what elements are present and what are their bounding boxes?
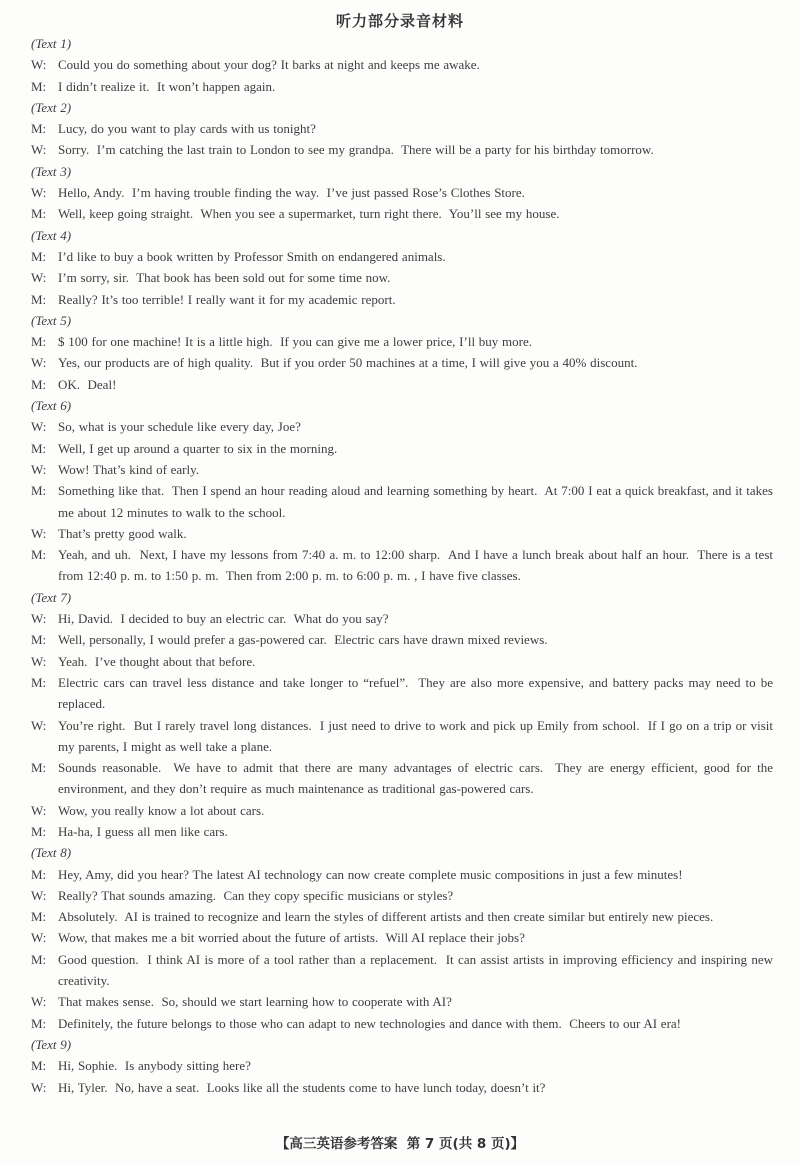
speaker-label: M: bbox=[31, 291, 47, 307]
page-footer: 【高三英语参考答案 第 7 页(共 8 页)】 bbox=[275, 1136, 525, 1152]
speaker-label: M: bbox=[31, 951, 47, 967]
dialogue-line bbox=[31, 991, 773, 1012]
speaker-label: W: bbox=[31, 802, 47, 818]
speaker-label: W: bbox=[31, 930, 47, 946]
utterance-text: Well, personally, I would prefer a gas-powered car. Electric cars have drawn mixed reviews. bbox=[58, 632, 548, 648]
speaker-label: M: bbox=[31, 674, 47, 690]
speaker-label: W: bbox=[31, 887, 47, 903]
speaker-label: M: bbox=[31, 121, 47, 137]
text-section-label: (Text 4) bbox=[31, 227, 72, 243]
text-section-label: (Text 9) bbox=[31, 1036, 72, 1052]
speaker-label: M: bbox=[31, 547, 47, 563]
speaker-label: M: bbox=[31, 248, 47, 264]
dialogue-line bbox=[31, 289, 773, 310]
text-section-label: (Text 5) bbox=[31, 312, 72, 328]
utterance-text: Really? It’s too terrible! I really want it for my academic report. bbox=[58, 291, 396, 307]
dialogue-line bbox=[31, 1055, 773, 1076]
text-section-label: (Text 1) bbox=[31, 36, 72, 51]
dialogue-line bbox=[31, 139, 773, 160]
utterance-text: That makes sense. So, should we start learning how to cooperate with AI? bbox=[58, 994, 452, 1010]
speaker-label: W: bbox=[31, 355, 47, 371]
speaker-label: W: bbox=[31, 1079, 47, 1095]
dialogue-line bbox=[31, 438, 773, 459]
speaker-label: M: bbox=[31, 823, 47, 839]
speaker-label: W: bbox=[31, 419, 47, 435]
dialogue-line bbox=[31, 246, 773, 267]
utterance-text: OK. Deal! bbox=[58, 376, 117, 392]
utterance-text: Lucy, do you want to play cards with us tonight? bbox=[58, 121, 316, 137]
speaker-label: M: bbox=[31, 376, 47, 392]
text-section-label: (Text 6) bbox=[31, 398, 72, 414]
speaker-label: W: bbox=[31, 653, 47, 669]
dialogue-line bbox=[31, 203, 773, 224]
utterance-text: I didn’t realize it. It won’t happen again. bbox=[58, 78, 276, 94]
speaker-label: W: bbox=[31, 57, 47, 73]
text-section-label: (Text 7) bbox=[31, 589, 72, 605]
utterance-text: Yeah. I’ve thought about that before. bbox=[58, 653, 256, 669]
dialogue-line bbox=[31, 76, 773, 97]
text-section-label: (Text 8) bbox=[31, 845, 72, 861]
speaker-label: M: bbox=[31, 483, 47, 499]
utterance-text: That’s pretty good walk. bbox=[58, 525, 187, 541]
dialogue-line bbox=[31, 629, 773, 650]
dialogue-line bbox=[31, 182, 773, 203]
text-section-label: (Text 2) bbox=[31, 99, 72, 115]
utterance-text: You’re right. But I rarely travel long distances. I just need to drive to work and pick up Emily from school. If I go on a trip or visit my parents, I might as well take a plane. bbox=[58, 717, 777, 754]
utterance-text: $ 100 for one machine! It is a little high. If you can give me a lower price, I’ll buy more. bbox=[58, 334, 533, 350]
utterance-text: Definitely, the future belongs to those who can adapt to new technologies and dance with them. Cheers to our AI era! bbox=[58, 1015, 682, 1031]
utterance-text: Something like that. Then I spend an hour reading aloud and learning something by heart. At 7:00 I eat a quick breakfast, and it takes me about 12 minutes to walk to the school. bbox=[58, 483, 777, 520]
speaker-label: M: bbox=[31, 909, 47, 925]
utterance-text: Yes, our products are of high quality. But if you order 50 machines at a time, I will give you a 40% discount. bbox=[58, 355, 638, 371]
dialogue-line bbox=[31, 906, 773, 927]
speaker-label: M: bbox=[31, 206, 47, 222]
speaker-label: W: bbox=[31, 611, 47, 627]
speaker-label: W: bbox=[31, 717, 47, 733]
speaker-label: W: bbox=[31, 525, 47, 541]
speaker-label: M: bbox=[31, 1058, 47, 1074]
dialogue-line bbox=[31, 949, 777, 992]
page-title: 听力部分录音材料 bbox=[335, 12, 464, 30]
dialogue-line bbox=[31, 331, 773, 352]
speaker-label: W: bbox=[31, 461, 47, 477]
utterance-text: Yeah, and uh. Next, I have my lessons from 7:40 a. m. to 12:00 sharp. And I have a lunch break about half an hour. There is a test from 12:40 p. m. to 1:50 p. m. Then from 2:00 p. m. to 6:00 p. m. , I have five classes. bbox=[58, 547, 777, 584]
dialogue-line bbox=[31, 821, 773, 842]
dialogue-line bbox=[31, 54, 773, 75]
speaker-label: M: bbox=[31, 440, 47, 456]
speaker-label: W: bbox=[31, 270, 47, 286]
utterance-text: Good question. I think AI is more of a tool rather than a replacement. It can assist artists in improving efficiency and inspiring new creativity. bbox=[58, 951, 777, 989]
dialogue-line bbox=[31, 651, 773, 672]
utterance-text: Hey, Amy, did you hear? The latest AI technology can now create complete music compositions in just a few minutes! bbox=[58, 866, 683, 882]
utterance-text: Hello, Andy. I’m having trouble finding the way. I’ve just passed Rose’s Clothes Store. bbox=[58, 185, 525, 201]
dialogue-line bbox=[31, 885, 773, 906]
speaker-label: M: bbox=[31, 1015, 47, 1031]
dialogue-line bbox=[31, 1013, 773, 1034]
utterance-text: So, what is your schedule like every day, Joe? bbox=[58, 419, 301, 435]
dialogue-line bbox=[31, 927, 773, 948]
dialogue-line bbox=[31, 480, 777, 523]
utterance-text: Wow! That’s kind of early. bbox=[58, 461, 200, 477]
utterance-text: Could you do something about your dog? It barks at night and keeps me awake. bbox=[58, 57, 480, 73]
utterance-text: Electric cars can travel less distance and take longer to “refuel”. They are also more expensive, and battery packs may need to be replaced. bbox=[58, 674, 777, 712]
text-section-label: (Text 3) bbox=[31, 163, 72, 179]
utterance-text: Wow, that makes me a bit worried about the future of artists. Will AI replace their jobs? bbox=[58, 930, 525, 946]
dialogue-line bbox=[31, 757, 777, 800]
speaker-label: W: bbox=[31, 994, 47, 1010]
utterance-text: Hi, Sophie. Is anybody sitting here? bbox=[58, 1058, 251, 1074]
speaker-label: M: bbox=[31, 760, 47, 776]
dialogue-line bbox=[31, 352, 773, 373]
dialogue-line bbox=[31, 267, 773, 288]
dialogue-line bbox=[31, 523, 773, 544]
transcript-lines bbox=[31, 33, 777, 1098]
dialogue-line bbox=[31, 544, 777, 587]
speaker-label: M: bbox=[31, 632, 47, 648]
dialogue-line bbox=[31, 1077, 773, 1098]
utterance-text: Ha-ha, I guess all men like cars. bbox=[58, 823, 228, 839]
dialogue-line bbox=[31, 672, 777, 715]
utterance-text: I’d like to buy a book written by Professor Smith on endangered animals. bbox=[58, 248, 446, 264]
dialogue-line bbox=[31, 374, 773, 395]
dialogue-line bbox=[31, 864, 773, 885]
speaker-label: M: bbox=[31, 334, 47, 350]
utterance-text: Sorry. I’m catching the last train to London to see my grandpa. There will be a party for his birthday tomorrow. bbox=[58, 142, 654, 158]
utterance-text: Sounds reasonable. We have to admit that there are many advantages of electric cars. They are energy efficient, good for the environment, and they don’t require as much maintenance as traditional gas-powered cars. bbox=[58, 760, 777, 797]
dialogue-line bbox=[31, 608, 773, 629]
utterance-text: I’m sorry, sir. That book has been sold out for some time now. bbox=[58, 270, 391, 286]
utterance-text: Absolutely. AI is trained to recognize and learn the styles of different artists and then create similar but entirely new pieces. bbox=[58, 909, 714, 925]
dialogue-line bbox=[31, 118, 773, 139]
speaker-label: M: bbox=[31, 78, 47, 94]
speaker-label: W: bbox=[31, 185, 47, 201]
utterance-text: Really? That sounds amazing. Can they copy specific musicians or styles? bbox=[58, 887, 454, 903]
speaker-label: M: bbox=[31, 866, 47, 882]
utterance-text: Hi, Tyler. No, have a seat. Looks like all the students come to have lunch today, doesn’t it? bbox=[58, 1079, 546, 1095]
utterance-text: Hi, David. I decided to buy an electric car. What do you say? bbox=[58, 611, 389, 627]
speaker-label: W: bbox=[31, 142, 47, 158]
utterance-text: Wow, you really know a lot about cars. bbox=[58, 802, 265, 818]
dialogue-line bbox=[31, 800, 773, 821]
utterance-text: Well, keep going straight. When you see a supermarket, turn right there. You’ll see my house. bbox=[58, 206, 560, 222]
dialogue-line bbox=[31, 715, 777, 758]
utterance-text: Well, I get up around a quarter to six in the morning. bbox=[58, 440, 338, 456]
dialogue-line bbox=[31, 459, 773, 480]
dialogue-line bbox=[31, 416, 773, 437]
